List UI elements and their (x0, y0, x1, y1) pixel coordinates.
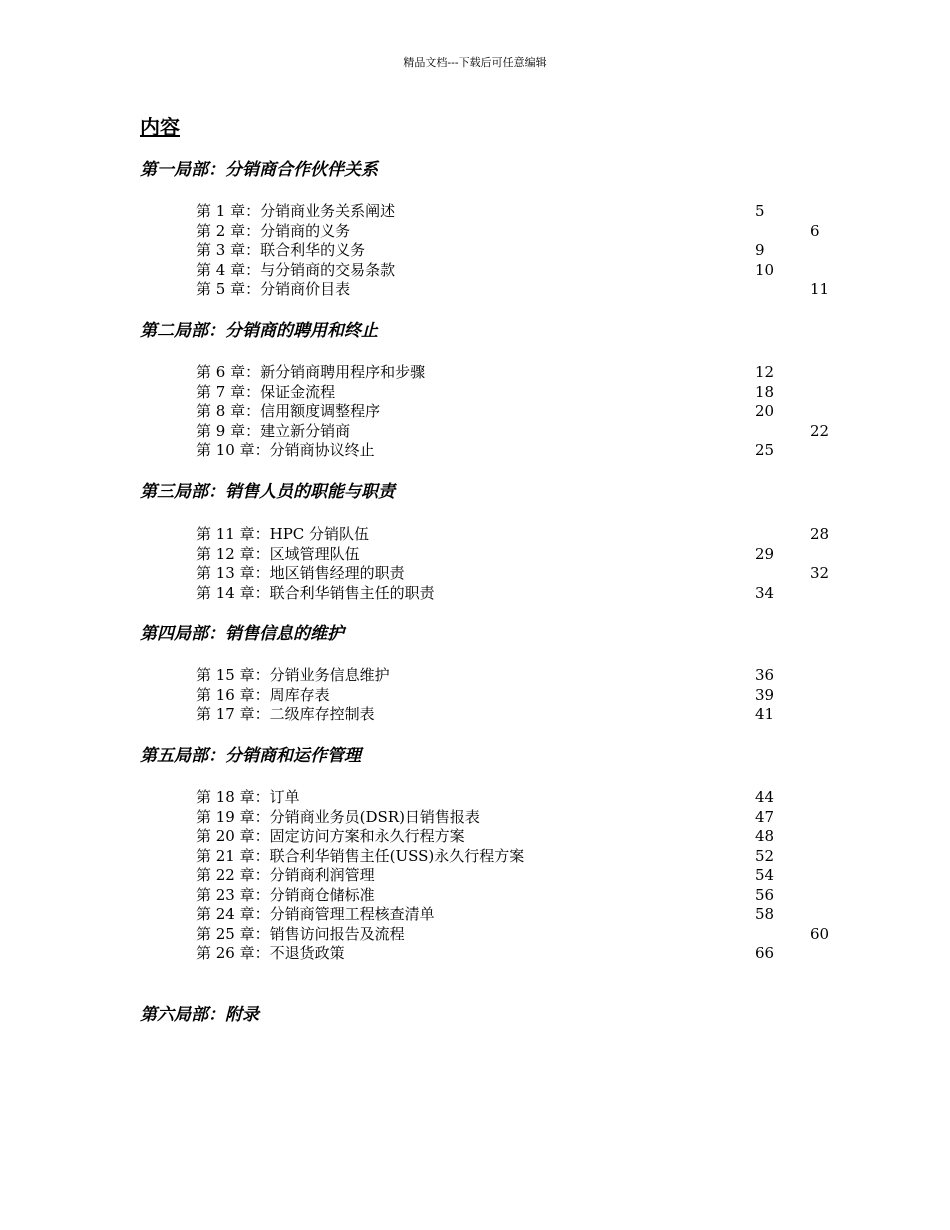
toc-entry[interactable] (0, 686, 950, 706)
part-title: 第二局部：分销商的聘用和终止 (140, 321, 378, 341)
page-number: 36 (755, 666, 775, 684)
chapter-title: 第 10 章：分销商协议终止 (196, 441, 375, 459)
chapter-title: 第 6 章：新分销商聘用程序和步骤 (196, 363, 426, 381)
chapter-title: 第 22 章：分销商利润管理 (196, 866, 375, 884)
toc-entry[interactable] (0, 905, 950, 925)
page-number: 41 (755, 705, 775, 723)
toc-entry[interactable] (0, 666, 950, 686)
toc-entry[interactable] (0, 705, 950, 725)
chapter-title: 第 13 章：地区销售经理的职责 (196, 564, 405, 582)
chapter-title: 第 4 章：与分销商的交易条款 (196, 260, 396, 279)
toc-list (0, 525, 950, 603)
page-number: 58 (755, 905, 775, 923)
toc-entry[interactable] (0, 222, 950, 242)
page-number: 20 (755, 402, 775, 420)
toc-entry[interactable] (0, 847, 950, 867)
toc-entry[interactable] (0, 363, 950, 383)
toc-entry[interactable] (0, 545, 950, 565)
chapter-title: 第 1 章：分销商业务关系阐述 (196, 202, 396, 220)
page-number: 32 (810, 564, 830, 582)
chapter-title: 第 15 章：分销业务信息维护 (196, 666, 390, 684)
toc-entry[interactable] (0, 827, 950, 847)
page-number: 11 (810, 280, 830, 298)
toc-entry[interactable] (0, 261, 950, 281)
page-number: 5 (755, 202, 765, 220)
part-title: 第四局部：销售信息的维护 (140, 624, 344, 644)
chapter-title: 第 18 章：订单 (196, 788, 300, 806)
chapter-title: 第 2 章：分销商的义务 (196, 221, 351, 240)
toc-entry[interactable] (0, 202, 950, 222)
toc-list (0, 202, 950, 300)
page-number: 54 (755, 866, 775, 884)
page-number: 10 (755, 260, 775, 279)
page-number: 29 (755, 544, 775, 563)
page-number: 18 (755, 382, 775, 401)
chapter-title: 第 9 章：建立新分销商 (196, 421, 351, 440)
page-number: 56 (755, 885, 775, 904)
toc-entry[interactable] (0, 925, 950, 945)
toc-entry[interactable] (0, 422, 950, 442)
toc-entry[interactable] (0, 564, 950, 584)
chapter-title: 第 17 章：二级库存控制表 (196, 705, 375, 723)
page-number: 34 (755, 583, 775, 602)
toc-entry[interactable] (0, 584, 950, 604)
page-number: 9 (755, 241, 765, 259)
toc-entry[interactable] (0, 383, 950, 403)
toc-list (0, 788, 950, 964)
chapter-title: 第 11 章：HPC 分销队伍 (196, 525, 370, 543)
toc-entry[interactable] (0, 788, 950, 808)
chapter-title: 第 25 章：销售访问报告及流程 (196, 924, 405, 943)
page-number: 44 (755, 788, 775, 806)
chapter-title: 第 14 章：联合利华销售主任的职责 (196, 583, 435, 602)
page-header: 精品文档---下载后可任意编辑 (403, 56, 547, 69)
chapter-title: 第 26 章：不退货政策 (196, 944, 345, 962)
chapter-title: 第 23 章：分销商仓储标准 (196, 885, 375, 904)
toc-entry[interactable] (0, 241, 950, 261)
toc-entry[interactable] (0, 402, 950, 422)
chapter-title: 第 20 章：固定访问方案和永久行程方案 (196, 827, 465, 845)
toc-list (0, 666, 950, 725)
page-number: 52 (755, 846, 775, 865)
chapter-title: 第 12 章：区域管理队伍 (196, 544, 360, 563)
chapter-title: 第 5 章：分销商价目表 (196, 280, 351, 298)
chapter-title: 第 21 章：联合利华销售主任(USS)永久行程方案 (196, 846, 525, 865)
part-title: 第三局部：销售人员的职能与职责 (140, 482, 395, 502)
toc-entry[interactable] (0, 808, 950, 828)
part-title: 第六局部：附录 (140, 1005, 259, 1025)
chapter-title: 第 7 章：保证金流程 (196, 382, 336, 401)
toc-entry[interactable] (0, 886, 950, 906)
page-number: 28 (810, 525, 830, 543)
toc-entry[interactable] (0, 866, 950, 886)
toc-entry[interactable] (0, 944, 950, 964)
chapter-title: 第 24 章：分销商管理工程核查清单 (196, 905, 435, 923)
page-number: 39 (755, 685, 775, 704)
page-number: 47 (755, 807, 775, 826)
toc-list (0, 363, 950, 461)
page-number: 48 (755, 827, 775, 845)
chapter-title: 第 8 章：信用额度调整程序 (196, 402, 381, 420)
toc-entry[interactable] (0, 441, 950, 461)
page-number: 22 (810, 421, 830, 440)
chapter-title: 第 3 章：联合利华的义务 (196, 241, 366, 259)
page-number: 66 (755, 944, 775, 962)
part-title: 第一局部：分销商合作伙伴关系 (140, 160, 378, 180)
toc-entry[interactable] (0, 525, 950, 545)
document-title: 内容 (140, 115, 180, 139)
page-number: 12 (755, 363, 775, 381)
part-title: 第五局部：分销商和运作管理 (140, 746, 361, 766)
toc-entry[interactable] (0, 280, 950, 300)
page-number: 25 (755, 441, 775, 459)
page-number: 60 (810, 924, 830, 943)
chapter-title: 第 16 章：周库存表 (196, 685, 330, 704)
page-number: 6 (810, 221, 820, 240)
chapter-title: 第 19 章：分销商业务员(DSR)日销售报表 (196, 807, 480, 826)
